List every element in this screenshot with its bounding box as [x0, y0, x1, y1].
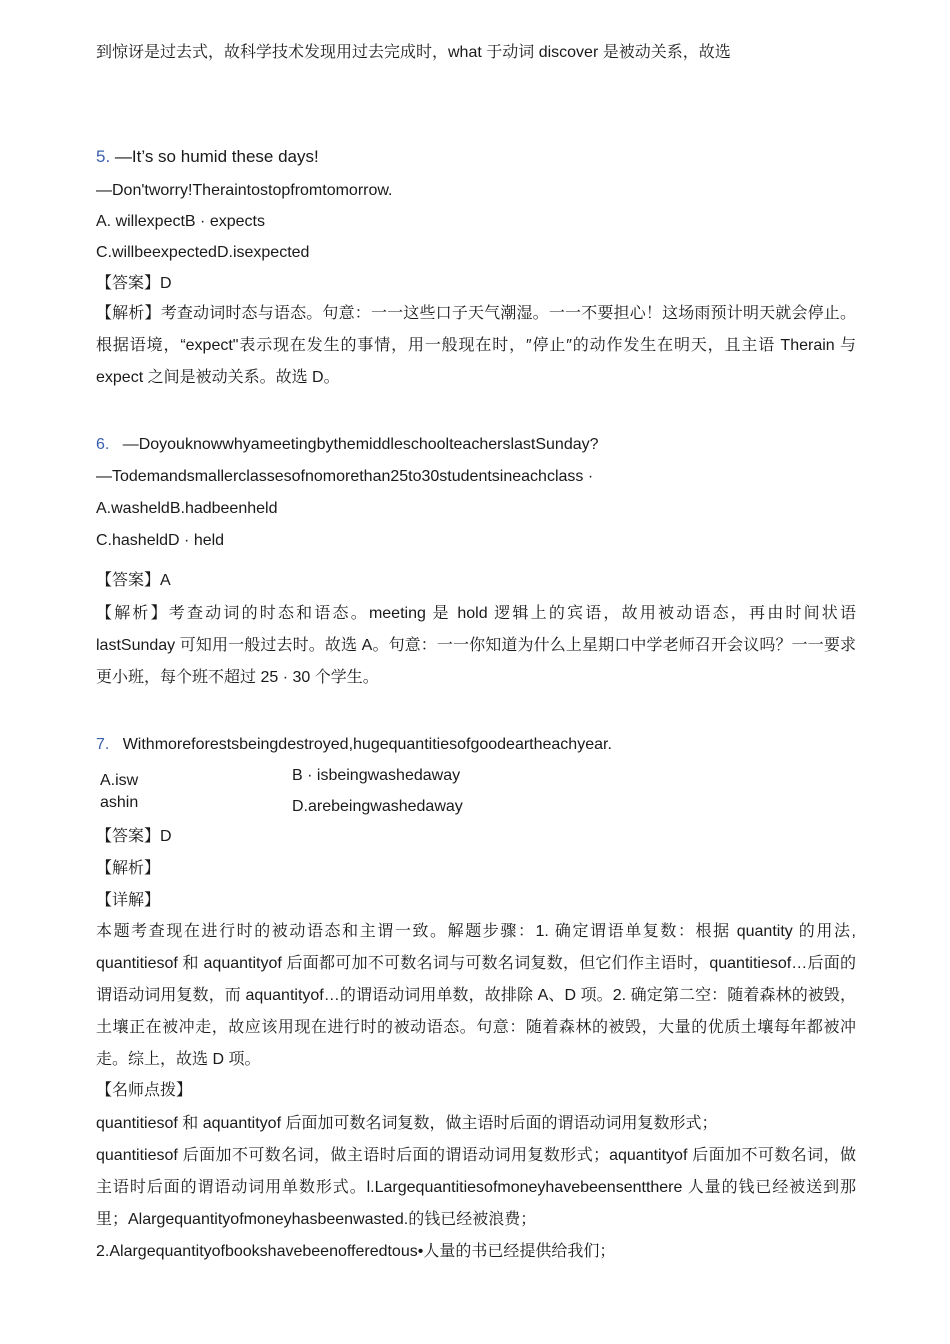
question-7-stem [96, 734, 612, 756]
question-6-stem [96, 434, 599, 456]
question-6-analysis: 【解析】考查动词的时态和语态。meeting 是 hold 逻辑上的宾语，故用被动语态，再由时间状语 lastSunday 可知用一般过去时。故选 A。句意：一一你知道为什么上星期口中学老师召开会议吗？一一要求更小班，每个班不超过 25 · 30 个学生。 [96, 605, 856, 686]
question-7-tip-1: quantitiesof 和 aquantityof 后面加可数名词复数，做主语时后面的谓语动词用复数形式； [96, 1115, 718, 1132]
question-7-tip-label: 【名师点拨】 [96, 1082, 193, 1099]
question-5-stem [96, 146, 319, 168]
question-7-text: Withmoreforestsbeingdestroyed,hugequantitiesofgoodeartheachyear. [122, 736, 612, 753]
question-5-analysis: 【解析】考查动词时态与语态。句意：一一这些口子天气潮湿。一一不要担心！这场雨预计明天就会停止。根据语境，“expect"表示现在发生的事情，用一般现在时，″停止″的动作发生在明天，且主语 Therain 与 expect 之间是被动关系。故选 D。 [96, 305, 856, 386]
question-7-option-d: D.arebeingwashedaway [292, 798, 463, 815]
question-7-detail: 本题考查现在进行时的被动语态和主谓一致。解题步骤：1. 确定谓语单复数：根据 quantity 的用法, quantitiesof 和 aquantityof 后面都可加不可数名词与可数名词复数，但它们作主语时，quantitiesof…后面的谓语动词用复数，而 aquantityof…的谓语动词用单数，故排除 A、D 项。2. 确定第二空：随着森林的被毁，土壤正在被冲走，故应该用现在进行时的被动语态。句意：随着森林的被毁，大量的优质土壤每年都被冲走。综上，故选 D 项。 [96, 923, 856, 1068]
question-6-options-cd: C.hasheldD · held [96, 532, 225, 549]
question-5-options-ab: A. willexpectB · expects [96, 213, 265, 230]
question-6-number: 6. [96, 436, 110, 453]
question-7-detail-label: 【详解】 [96, 892, 161, 909]
question-7-option-a-line2: ashin [100, 794, 139, 811]
question-7-option-b: B · isbeingwashedaway [292, 767, 461, 784]
question-7-tip-2: quantitiesof 后面加不可数名词，做主语时后面的谓语动词用复数形式；aquantityof 后面加不可数名词，做主语时后面的谓语动词用单数形式。l.Largequantitiesofmoneyhavebeensentthere 人量的钱已经被送到那里；Alargequantityofmoneyhasbeenwasted.的钱已经被浪费； [96, 1147, 856, 1228]
question-6-reply: —Todemandsmallerclassesofnomorethan25to30studentsineachclass · [96, 468, 594, 485]
question-7-option-a-line1: A.isw [100, 772, 139, 789]
question-7-analysis-label: 【解析】 [96, 860, 161, 877]
question-7-tip-3: 2.Alargequantityofbookshavebeenofferedtous•人量的书已经提供给我们； [96, 1243, 616, 1260]
question-6-options-ab: A.washeldB.hadbeenheld [96, 500, 278, 517]
question-7-answer: 【答案】D [96, 828, 172, 845]
question-6-answer: 【答案】A [96, 572, 171, 589]
continued-text: 到惊讶是过去式，故科学技术发现用过去完成时，what 于动词 discover 是被动关系，故选 [96, 44, 731, 61]
question-6-text: —DoyouknowwhyameetingbythemiddleschoolteacherslastSunday? [122, 436, 599, 453]
question-5-text: —It’s so humid these days! [114, 147, 319, 166]
question-5-number: 5. [96, 147, 111, 166]
question-5-reply: —Don'tworry!Theraintostopfromtomorrow. [96, 182, 393, 199]
question-7-number: 7. [96, 736, 110, 753]
question-5-options-cd: C.willbeexpectedD.isexpected [96, 244, 310, 261]
question-5-answer: 【答案】D [96, 275, 172, 292]
